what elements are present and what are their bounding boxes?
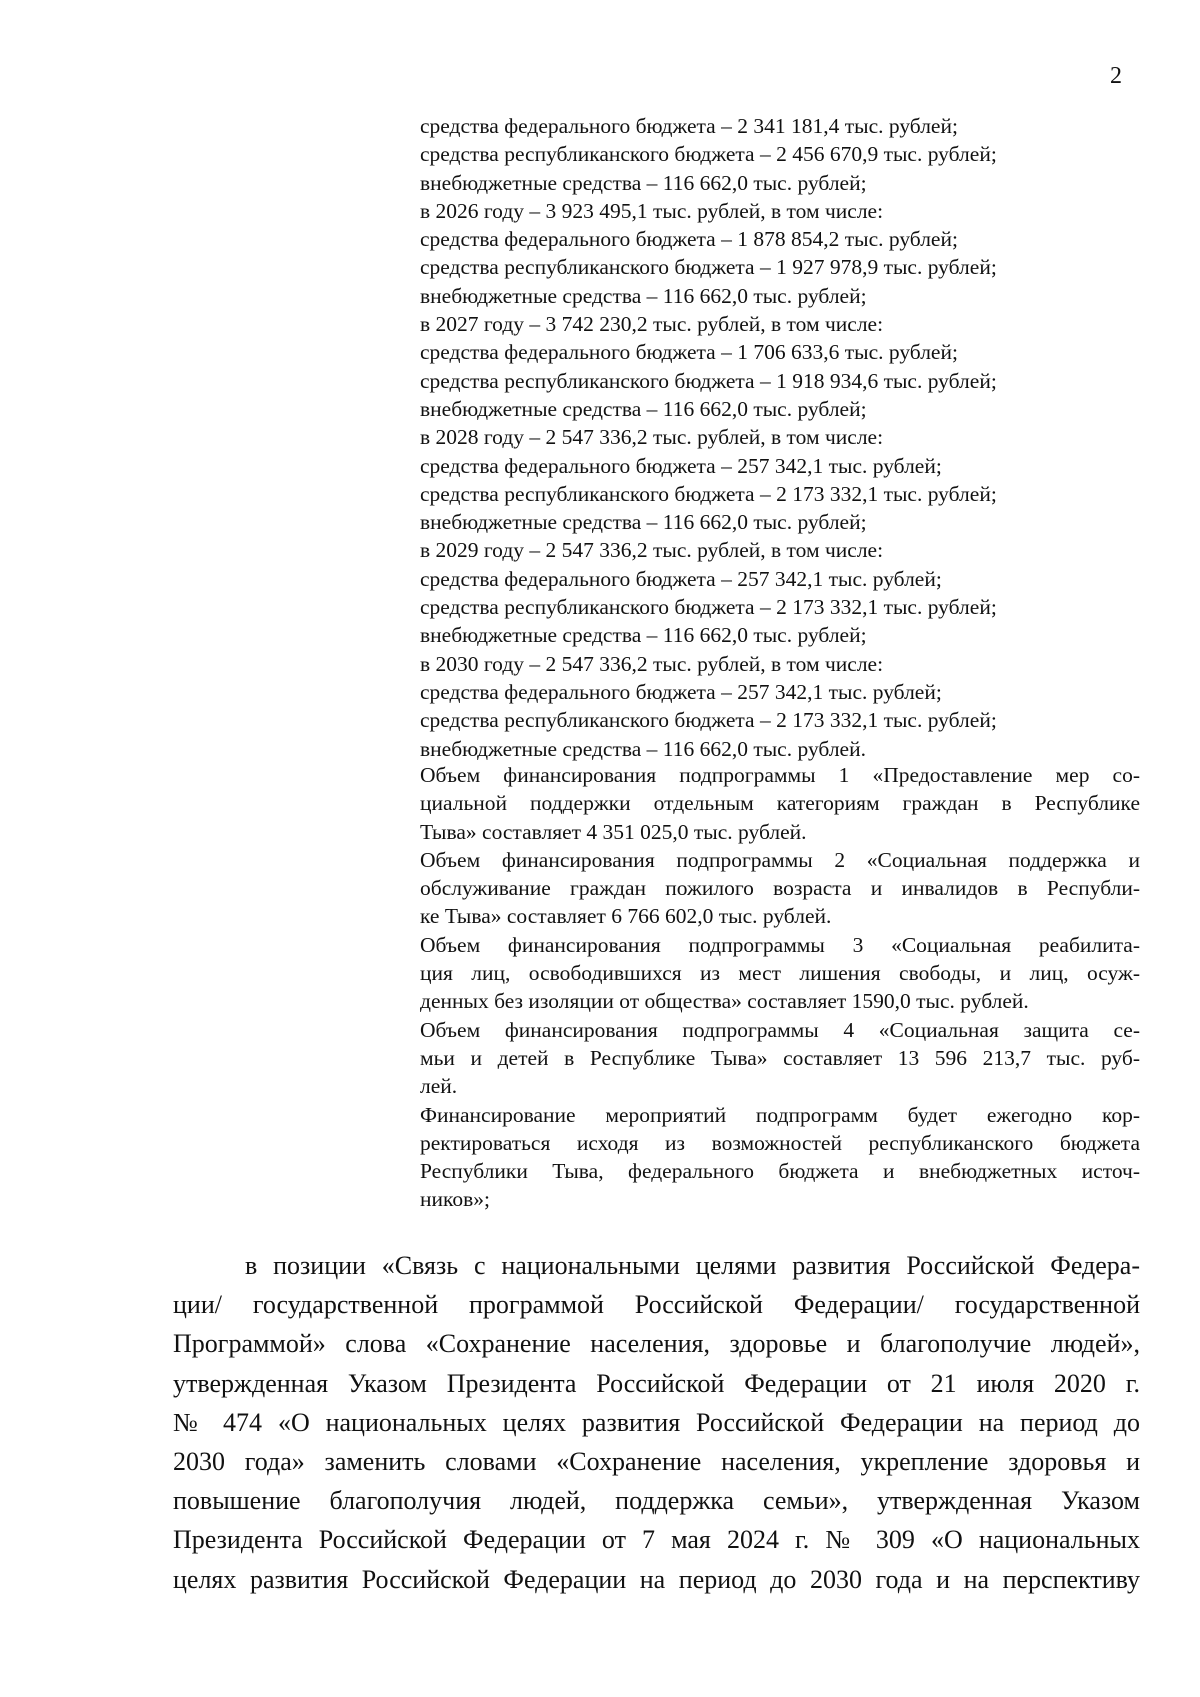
budget-line: внебюджетные средства – 116 662,0 тыс. рублей;: [420, 170, 867, 195]
text-line: Тыва» составляет 4 351 025,0 тыс. рублей.: [420, 819, 807, 844]
budget-line: средства федерального бюджета – 1 878 854,2 тыс. рублей;: [420, 227, 958, 252]
text-line: Объем финансирования подпрограммы 3 «Социальная реабилита-: [420, 932, 1140, 957]
text-line: ке Тыва» составляет 6 766 602,0 тыс. рублей.: [420, 904, 832, 929]
text-line: ция лиц, освободившихся из мест лишения свободы, и лиц, осуж-: [420, 961, 1140, 986]
text-line: утвержденная Указом Президента Российской Федерации от 21 июля 2020 г.: [173, 1368, 1140, 1398]
budget-line: средства республиканского бюджета – 2 173 332,1 тыс. рублей;: [420, 595, 997, 620]
text-line: Программой» слова «Сохранение населения, здоровье и благополучие людей»,: [173, 1329, 1140, 1359]
budget-line: внебюджетные средства – 116 662,0 тыс. рублей;: [420, 283, 867, 308]
budget-line: внебюджетные средства – 116 662,0 тыс. рублей;: [420, 396, 867, 421]
text-line: в позиции «Связь с национальными целями развития Российской Федера-: [245, 1251, 1140, 1280]
text-line: Объем финансирования подпрограммы 2 «Социальная поддержка и: [420, 847, 1140, 872]
budget-line: в 2026 году – 3 923 495,1 тыс. рублей, в том числе:: [420, 198, 884, 223]
budget-line: средства республиканского бюджета – 2 173 332,1 тыс. рублей;: [420, 481, 997, 506]
budget-line: в 2030 году – 2 547 336,2 тыс. рублей, в том числе:: [420, 651, 884, 676]
budget-line: средства республиканского бюджета – 1 927 978,9 тыс. рублей;: [420, 255, 997, 280]
text-line: мьи и детей в Республике Тыва» составляет 13 596 213,7 тыс. руб-: [420, 1045, 1140, 1070]
budget-line: средства федерального бюджета – 2 341 181,4 тыс. рублей;: [420, 114, 958, 138]
budget-line: средства республиканского бюджета – 1 918 934,6 тыс. рублей;: [420, 368, 997, 393]
budget-line: в 2027 году – 3 742 230,2 тыс. рублей, в том числе:: [420, 312, 884, 337]
text-line: № 474 «О национальных целях развития Российской Федерации на период до: [173, 1407, 1140, 1437]
budget-line: в 2028 году – 2 547 336,2 тыс. рублей, в том числе:: [420, 425, 884, 450]
budget-line: средства федерального бюджета – 1 706 633,6 тыс. рублей;: [420, 340, 958, 365]
budget-line: в 2029 году – 2 547 336,2 тыс. рублей, в том числе:: [420, 538, 884, 563]
budget-line: внебюджетные средства – 116 662,0 тыс. рублей.: [420, 736, 866, 761]
text-line: 2030 года» заменить словами «Сохранение населения, укрепление здоровья и: [173, 1447, 1140, 1477]
page-number: 2: [1110, 63, 1122, 89]
budget-line: средства республиканского бюджета – 2 456 670,9 тыс. рублей;: [420, 142, 997, 167]
subprogram-1-funding: [420, 761, 1140, 846]
text-line: ников»;: [420, 1187, 490, 1212]
subprogram-funding: [420, 761, 1140, 1214]
text-line: Республики Тыва, федерального бюджета и внебюджетных источ-: [420, 1159, 1140, 1184]
subprogram-3-funding: [420, 931, 1140, 1016]
text-line: циальной поддержки отдельным категориям граждан в Республике: [420, 791, 1140, 816]
amendment-paragraph: [173, 1246, 1140, 1599]
text-line: обслуживание граждан пожилого возраста и инвалидов в Республи-: [420, 876, 1140, 901]
text-line: Объем финансирования подпрограммы 1 «Предоставление мер со-: [420, 763, 1140, 787]
text-line: лей.: [420, 1074, 458, 1099]
text-line: Президента Российской Федерации от 7 мая 2024 г. № 309 «О национальных: [173, 1525, 1140, 1555]
text-line: Финансирование мероприятий подпрограмм будет ежегодно кор-: [420, 1102, 1140, 1127]
text-line: целях развития Российской Федерации на период до 2030 года и на перспективу: [173, 1564, 1140, 1594]
text-line: Объем финансирования подпрограммы 4 «Социальная защита се-: [420, 1017, 1140, 1042]
text-line: ректироваться исходя из возможностей республиканского бюджета: [420, 1130, 1140, 1155]
text-line: денных без изоляции от общества» составляет 1590,0 тыс. рублей.: [420, 989, 1029, 1014]
funding-adjustment-note: [420, 1101, 1140, 1214]
text-line: повышение благополучия людей, поддержка семьи», утвержденная Указом: [173, 1486, 1140, 1516]
budget-line: средства республиканского бюджета – 2 173 332,1 тыс. рублей;: [420, 708, 997, 733]
budget-line: средства федерального бюджета – 257 342,1 тыс. рублей;: [420, 566, 942, 591]
budget-line: средства федерального бюджета – 257 342,1 тыс. рублей;: [420, 679, 942, 704]
budget-line: внебюджетные средства – 116 662,0 тыс. рублей;: [420, 623, 867, 648]
subprogram-2-funding: [420, 846, 1140, 931]
budget-breakdown: [420, 112, 1140, 763]
text-line: ции/ государственной программой Российской Федерации/ государственной: [173, 1290, 1140, 1320]
budget-line: внебюджетные средства – 116 662,0 тыс. рублей;: [420, 510, 867, 535]
subprogram-4-funding: [420, 1016, 1140, 1101]
budget-line: средства федерального бюджета – 257 342,1 тыс. рублей;: [420, 453, 942, 478]
